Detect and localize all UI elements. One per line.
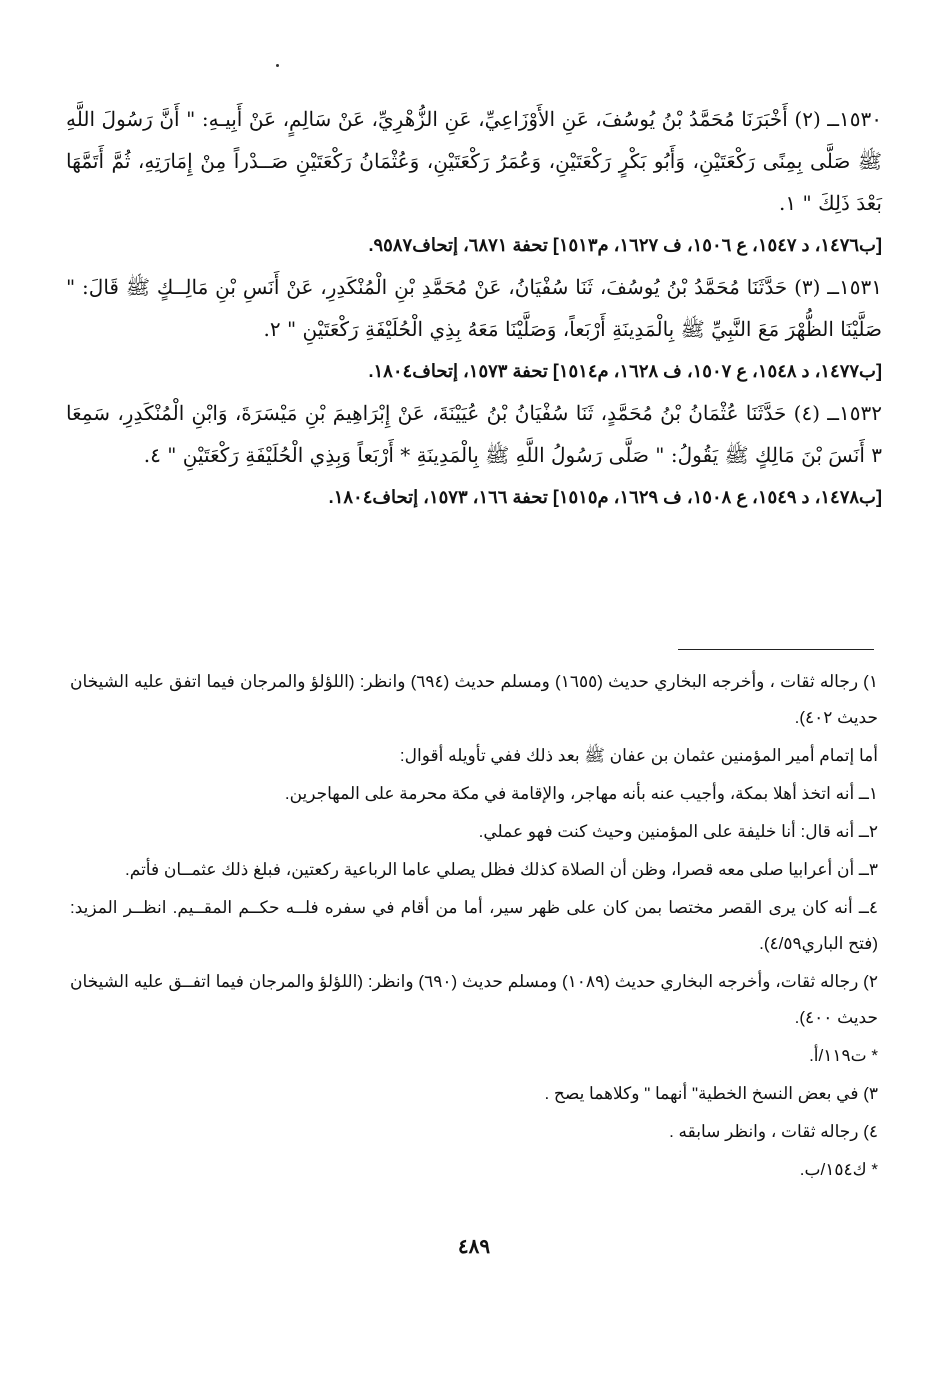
- hadith-1530-text: ١٥٣٠ــ (٢) أَخْبَرَنَا مُحَمَّدُ بْنُ يُوسُفَ، عَنِ الأَوْزَاعِيِّ، عَنِ الزُّهْرِيِّ، عَنْ سَالِمٍ، عَنْ أَبِيـهِ: " أَنَّ رَسُولَ اللَّهِ ﷺ صَلَّى بِمِنًى رَكْعَتَيْنِ، وَأَبُو بَكْرٍ رَكْعَتَيْنِ، وَعُمَرُ رَكْعَتَيْنِ، وَعُثْمَانُ رَكْعَتَيْنِ صَــدْراً مِنْ إِمَارَتِهِ، ثُمَّ أَتَمَّهَا بَعْدَ ذَلِكَ " ١.: [66, 107, 882, 215]
- hadith-1531-text: ١٥٣١ــ (٣) حَدَّثَنَا مُحَمَّدُ بْنُ يُوسُفَ، ثَنَا سُفْيَانُ، عَنْ مُحَمَّدِ بْنِ الْمُنْكَدِرِ، عَنْ أَنَسِ بْنِ مَالِــكٍ ﷺ قَالَ: " صَلَّيْنَا الظُّهْرَ مَعَ النَّبِيِّ ﷺ بِالْمَدِينَةِ أَرْبَعاً، وَصَلَّيْنَا مَعَهُ بِذِي الْحُلَيْفَةِ رَكْعَتَيْنِ " ٢.: [66, 275, 882, 341]
- page-number: ٤٨٩: [457, 1236, 491, 1258]
- manuscript-marker-1: * ت١١٩/أ.: [809, 1046, 878, 1065]
- footnote-1-point-2: ٢ــ أنه قال: أنا خليفة على المؤمنين وحيث كنت فهو عملي.: [478, 822, 878, 841]
- hadith-1532-reference: [ب١٤٧٨، د ١٥٤٩، ع ١٥٠٨، ف ١٦٢٩، م١٥١٥] تحفة ١٦٦، ١٥٧٣، إتحاف١٨٠٤.: [328, 487, 882, 507]
- footnote-1-intro: أما إتمام أمير المؤمنين عثمان بن عفان ﷺ بعد ذلك ففي تأويله أقوال:: [399, 746, 878, 765]
- hadith-1531-reference: [ب١٤٧٧، د ١٥٤٨، ع ١٥٠٧، ف ١٦٢٨، م١٥١٤] تحفة ١٥٧٣، إتحاف١٨٠٤.: [368, 361, 882, 381]
- hadith-1532-text: ١٥٣٢ــ (٤) حَدَّثَنَا عُثْمَانُ بْنُ مُحَمَّدٍ، ثَنَا سُفْيَانُ بْنُ عُيَيْنَةَ، عَنْ إِبْرَاهِيمَ بْنِ مَيْسَرَةَ، وَابْنِ الْمُنْكَدِرِ، سَمِعَا ٣ أَنَسَ بْنَ مَالِكٍ ﷺ يَقُولُ: " صَلَّى رَسُولُ اللَّهِ ﷺ بِالْمَدِينَةِ * أَرْبَعاً وَبِذِي الْحُلَيْفَةِ رَكْعَتَيْنِ " ٤.: [66, 401, 882, 467]
- stray-mark: [276, 64, 279, 67]
- footnote-1-point-3: ٣ــ أن أعرابيا صلى معه قصرا، وظن أن الصلاة كذلك فظل يصلي عاما الرباعية ركعتين، فبلغ ذلك عثمــان فأتم.: [125, 860, 878, 879]
- footnote-2: ٢) رجاله ثقات، وأخرجه البخاري حديث (١٠٨٩) ومسلم حديث (٦٩٠) وانظر: (اللؤلؤ والمرجان فيما اتفــق عليه الشيخان حديث ٤٠٠).: [70, 972, 878, 1027]
- footnote-1: ١) رجاله ثقات ، وأخرجه البخاري حديث (١٦٥٥) ومسلم حديث (٦٩٤) وانظر: (اللؤلؤ والمرجان فيما اتفق عليه الشيخان حديث ٤٠٢).: [70, 672, 878, 727]
- footnote-1-point-1: ١ــ أنه اتخذ أهلا بمكة، وأجيب عنه بأنه مهاجر، والإقامة في مكة محرمة على المهاجرين.: [284, 784, 878, 803]
- footnote-separator: [678, 649, 874, 650]
- footnote-3: ٣) في بعض النسخ الخطية" أنهما " وكلاهما يصح .: [544, 1084, 878, 1103]
- hadith-1530-reference: [ب١٤٧٦، د ١٥٤٧، ع ١٥٠٦، ف ١٦٢٧، م١٥١٣] تحفة ٦٨٧١، إتحاف٩٥٨٧.: [368, 235, 882, 255]
- footnote-4: ٤) رجاله ثقات ، وانظر سابقه .: [669, 1122, 878, 1141]
- footnote-1-point-4: ٤ــ أنه كان يرى القصر مختصا بمن كان على ظهر سير، أما من أقام في سفره فلــه حكــم المقــيم. انظــر المزيد: (فتح الباري٤/٥٩).: [70, 898, 878, 953]
- footnotes-section: [70, 664, 878, 1190]
- hadith-section: [66, 98, 882, 518]
- manuscript-marker-2: * ك١٥٤/ب.: [799, 1160, 878, 1179]
